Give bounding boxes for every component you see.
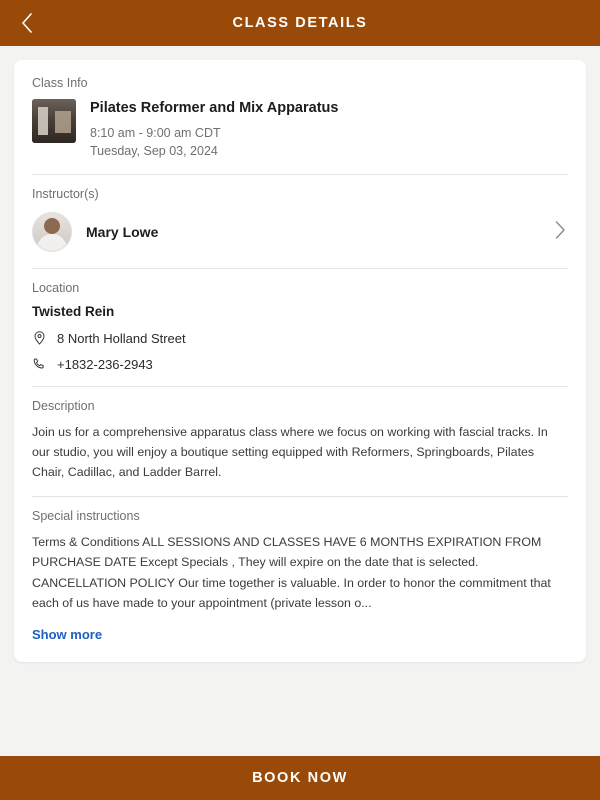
class-title: Pilates Reformer and Mix Apparatus <box>90 100 339 116</box>
address-text: 8 North Holland Street <box>57 330 186 346</box>
page-title: CLASS DETAILS <box>232 15 368 31</box>
details-card <box>14 60 586 662</box>
book-now-button[interactable] <box>0 756 600 800</box>
divider <box>32 174 568 175</box>
phone-text: +1832-236-2943 <box>57 356 153 372</box>
description-text: Join us for a comprehensive apparatus class where we focus on working with fascial tracks. In our studio, you will enjoy a boutique setting equipped with Reformers, Springboards, Pilates Chair, Cadillac, and Ladder Barrel. <box>32 425 548 480</box>
location-label: Location <box>32 281 80 296</box>
content-scroll-area[interactable] <box>0 46 600 756</box>
phone-row[interactable] <box>32 356 568 372</box>
app-header <box>0 0 600 46</box>
divider <box>32 496 568 497</box>
back-button[interactable] <box>8 0 46 46</box>
class-info-row <box>32 99 568 160</box>
instructor-name: Mary Lowe <box>86 224 159 241</box>
instructor-label: Instructor(s) <box>32 187 99 202</box>
instructor-row[interactable] <box>32 210 568 254</box>
address-row[interactable] <box>32 330 568 346</box>
venue-name: Twisted Rein <box>32 304 115 320</box>
map-pin-icon <box>32 330 46 346</box>
description-label: Description <box>32 399 95 414</box>
class-time: 8:10 am - 9:00 am CDT <box>90 125 221 140</box>
divider <box>32 386 568 387</box>
class-info-label: Class Info <box>32 76 88 90</box>
chevron-left-icon <box>21 13 33 33</box>
special-instructions-text: Terms & Conditions ALL SESSIONS AND CLASSES HAVE 6 MONTHS EXPIRATION FROM PURCHASE DATE Except Specials , They will expire on the date that is selected. CANCELLATION POLICY Our time together is valuable. In order to honor the commitment that each of us have made to your appointment (private lesson o... <box>32 535 551 610</box>
class-info-text <box>90 99 338 160</box>
book-now-label: BOOK NOW <box>252 770 348 786</box>
show-more-button[interactable]: Show more <box>32 626 103 642</box>
class-photo-icon <box>32 99 76 143</box>
special-instructions-label: Special instructions <box>32 509 140 524</box>
class-date: Tuesday, Sep 03, 2024 <box>90 143 218 158</box>
divider <box>32 268 568 269</box>
phone-icon <box>32 356 46 372</box>
chevron-right-icon[interactable] <box>555 221 568 244</box>
instructor-avatar <box>32 212 72 252</box>
